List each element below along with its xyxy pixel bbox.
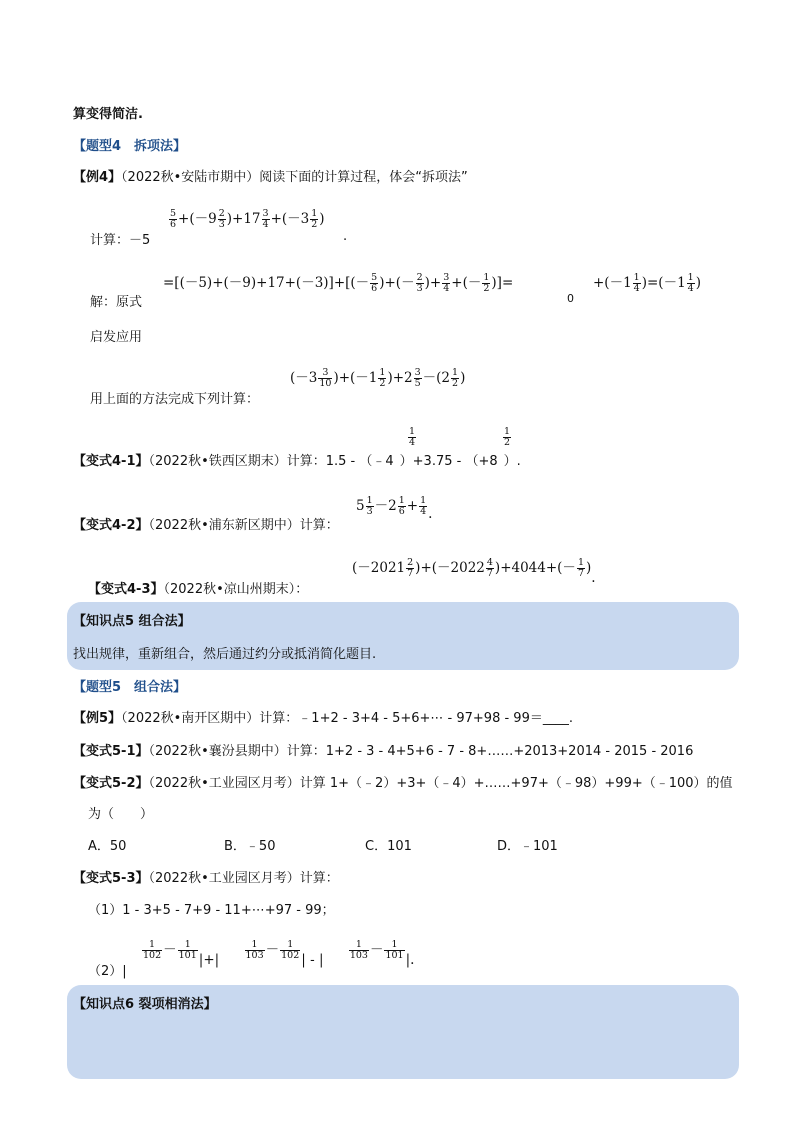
type4-heading: 【题型4 拆项法】 [73, 139, 187, 154]
variant41-end: ）. [503, 454, 521, 469]
solution-result: +(－1 $\frac{1}{4}$ )=(－1 $\frac{1}{4}$ ) [593, 272, 701, 294]
solution-expression: =[(－5)+(－9)+17+(－3)]+[(－ $\frac{5}{6}$ )+(－ $\frac{2}{3}$ )+ $\frac{3}{4}$ +(－ $\frac{1}{2}$ )]= [163, 272, 514, 294]
variant43-text: （2022秋•凉山州期末）： [163, 582, 309, 597]
variant51-label: 【变式5-1】 [73, 744, 149, 759]
knowledge5-title: 【知识点5 组合法】 [73, 614, 191, 629]
example4-text: （2022秋•安陆市期中）阅读下面的计算过程，体会“拆项法” [121, 170, 468, 185]
knowledge5-box [67, 602, 739, 670]
apply-expression: (－3 $\frac{3}{10}$ )+(－1 $\frac{1}{2}$ )+2 $\frac{3}{5}$ －(2 $\frac{1}{2}$ ) [290, 367, 466, 389]
example5-text: （2022秋•南开区期中）计算：﹣1+2 - 3+4 - 5+6+⋯ - 97+98 - 99＝____. [121, 711, 573, 726]
option-c: C．101 [365, 839, 412, 854]
calc-label: 计算：－5 [90, 233, 151, 248]
variant51-text: （2022秋•襄汾县期中）计算：1+2 - 3 - 4+5+6 - 7 - 8+……+2013+2014 - 2015 - 2016 [148, 744, 694, 759]
variant41-frac2: $\frac{1}{2}$ [504, 426, 511, 448]
variant53-text: （2022秋•工业园区月考）计算： [148, 871, 339, 886]
knowledge5-body: 找出规律，重新组合，然后通过约分或抵消简化题目. [73, 647, 377, 662]
variant53-item2-expression: $\frac{1}{102}$ － $\frac{1}{101}$ |+| $\frac{1}{103}$ － $\frac{1}{102}$ | - | $\frac{1}{103}$ － $\frac{1}{101}$ |. [143, 939, 415, 968]
variant41-frac1: $\frac{1}{4}$ [409, 426, 416, 448]
variant52-line [73, 772, 733, 791]
option-d: D．﹣101 [497, 839, 558, 854]
solution-label: 解：原式 [90, 295, 143, 310]
variant41-mid: ）+3.75 - （+8 [399, 454, 498, 469]
variant53-line [73, 867, 339, 886]
knowledge6-title: 【知识点6 裂项相消法】 [73, 997, 217, 1012]
variant42-text: （2022秋•浦东新区期中）计算： [148, 518, 339, 533]
solution-zero: 0 [567, 292, 574, 305]
variant52-text2: 为（ ） [88, 807, 154, 822]
apply-title: 启发应用 [90, 330, 143, 345]
option-b: B．﹣50 [224, 839, 276, 854]
option-a: A．50 [88, 839, 127, 854]
apply-label: 用上面的方法完成下列计算： [90, 392, 260, 407]
variant52-label: 【变式5-2】 [73, 776, 149, 791]
variant53-item1: （1）1 - 3+5 - 7+9 - 11+⋯+97 - 99； [88, 903, 335, 918]
variant41-label: 【变式4-1】 [73, 454, 149, 469]
example4-line [73, 166, 468, 185]
type5-heading: 【题型5 组合法】 [73, 680, 187, 695]
calc-tail: . [343, 229, 348, 244]
variant42-line [73, 514, 339, 533]
variant51-line [73, 740, 693, 759]
variant42-label: 【变式4-2】 [73, 518, 149, 533]
variant53-label: 【变式5-3】 [73, 871, 149, 886]
intro-tail: 算变得简洁. [73, 107, 143, 122]
variant43-label: 【变式4-3】 [88, 582, 164, 597]
variant42-expression: 5 $\frac{1}{3}$ －2 $\frac{1}{6}$ + $\frac{1}{4}$ . [356, 495, 433, 522]
variant43-line [88, 578, 308, 597]
variant52-text: （2022秋•工业园区月考）计算 1+（﹣2）+3+（﹣4）+……+97+（﹣98）+99+（﹣100）的值 [148, 776, 733, 791]
variant41-text: （2022秋•铁西区期末）计算：1.5 - （﹣4 [148, 454, 394, 469]
variant53-item2-label: （2）| [88, 964, 127, 979]
example5-label: 【例5】 [73, 711, 122, 726]
knowledge6-box [67, 985, 739, 1079]
example4-label: 【例4】 [73, 170, 122, 185]
variant43-expression: (－2021 $\frac{2}{7}$ )+(－2022 $\frac{4}{7}$ )+4044+(－ $\frac{1}{7}$ ). [352, 557, 596, 586]
example5-line [73, 707, 573, 726]
variant41-line [73, 450, 521, 469]
calc-expression: $\frac{5}{6}$ +(－9 $\frac{2}{3}$ )+17 $\frac{3}{4}$ +(－3 $\frac{1}{2}$ ) [170, 208, 325, 230]
